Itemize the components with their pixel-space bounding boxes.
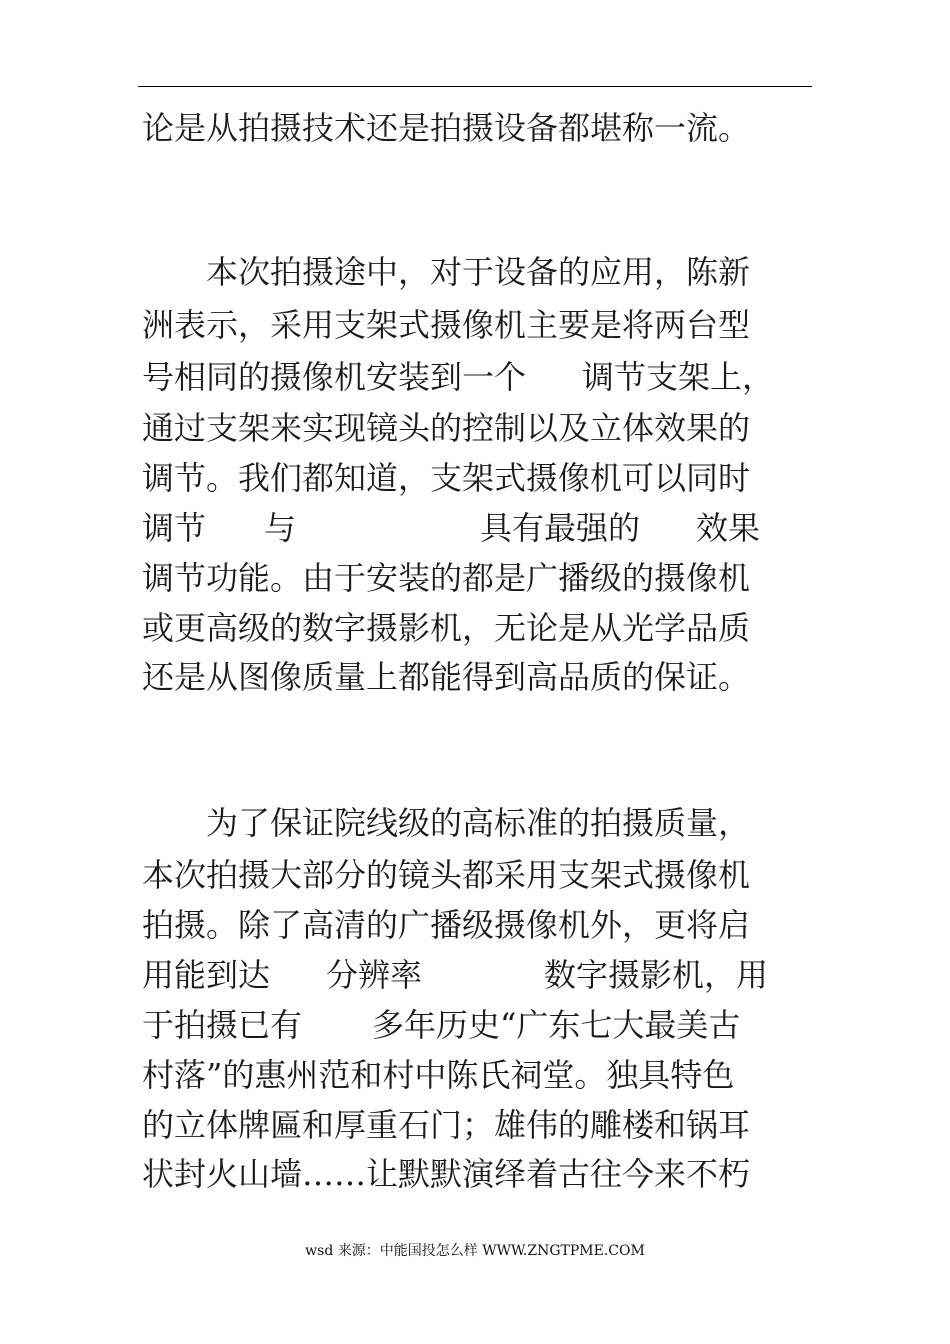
text-line: 论是从拍摄技术还是拍摄设备都堪称一流。 (142, 109, 751, 147)
text-line: 调节功能。由于安装的都是广播级的摄像机 (142, 559, 751, 597)
text-line: 村落”的惠州范和村中陈氏祠堂。独具特色 (142, 1056, 735, 1094)
text-segment: 数字摄影机，用 (544, 956, 769, 994)
text-segment: 调节 (142, 509, 207, 547)
text-line: 还是从图像质量上都能得到高品质的保证。 (142, 658, 751, 696)
text-line (142, 506, 804, 550)
text-segment: 分辨率 (326, 956, 423, 994)
text-line (142, 953, 804, 997)
header-rule (138, 86, 812, 87)
text-line: 调节。我们都知道，支架式摄像机可以同时 (142, 459, 751, 497)
text-line: 洲表示，采用支架式摄像机主要是将两台型 (142, 306, 751, 344)
text-line: 或更高级的数字摄影机，无论是从光学品质 (142, 609, 751, 647)
text-line: 拍摄。除了高清的广播级摄像机外，更将启 (142, 906, 751, 944)
text-line: 为了保证院线级的高标准的拍摄质量， (206, 804, 751, 842)
text-line: 的立体牌匾和厚重石门；雄伟的雕楼和锅耳 (142, 1106, 751, 1144)
text-segment: 用能到达 (142, 956, 271, 994)
text-line: 本次拍摄途中，对于设备的应用，陈新 (206, 253, 751, 291)
text-segment: 效果 (696, 509, 761, 547)
page-footer: wsd 来源：中能国投怎么样 WWW.ZNGTPME.COM (305, 1243, 645, 1259)
text-segment: 调节支架上， (582, 358, 775, 396)
text-segment: 号相同的摄像机安装到一个 (142, 358, 527, 396)
text-line (142, 1003, 804, 1047)
text-line: 状封火山墙……让默默演绎着古往今来不朽 (142, 1155, 751, 1193)
text-line: 本次拍摄大部分的镜头都采用支架式摄像机 (142, 856, 751, 894)
text-line: 通过支架来实现镜头的控制以及立体效果的 (142, 409, 751, 447)
text-segment: 多年历史“广东七大最美古 (372, 1006, 741, 1044)
text-line (142, 355, 804, 399)
text-segment: 具有最强的 (480, 509, 641, 547)
text-segment: 于拍摄已有 (142, 1006, 303, 1044)
text-segment: 与 (264, 509, 297, 547)
